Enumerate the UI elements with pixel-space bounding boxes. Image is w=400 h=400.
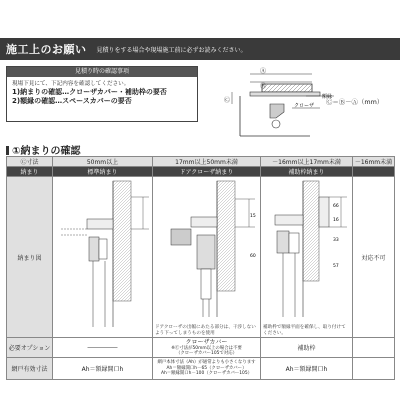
c-range-2: 17mm以上50mm未満 <box>153 157 261 167</box>
section-title-text: ①納まりの確認 <box>12 146 81 157</box>
table-row <box>7 358 395 380</box>
fit-type-2: ドアクローザ納まり <box>153 167 261 177</box>
door-closer-fit-drawing <box>153 177 261 335</box>
option-none <box>353 338 395 358</box>
row-label-c: Ⓒ寸法 <box>7 157 53 167</box>
figure-aux-frame <box>261 177 353 338</box>
door-closer-wrap <box>153 177 260 337</box>
check-item-2: 2)額縁の確認…スペースカバーの要否 <box>12 97 132 105</box>
label-a: Ⓐ <box>260 68 267 75</box>
label-c: Ⓒ <box>224 97 231 104</box>
notice-title: 施工上のお願い <box>6 43 87 56</box>
fit-type-4 <box>353 167 395 177</box>
not-supported: 対応不可 <box>353 177 395 338</box>
standard-fit-drawing <box>53 177 153 335</box>
row-label-figure: 納まり図 <box>7 177 53 338</box>
table-row <box>7 177 395 338</box>
notice-header <box>0 38 400 60</box>
option-closer-cover: クローザカバー <box>185 339 228 346</box>
dim-66: 66 <box>333 204 339 209</box>
table-row <box>7 157 395 167</box>
opening-standard: Ah＝額縁開口h <box>53 358 153 380</box>
option-closer-note-1: ※Ⓒ寸法が50mm以上の場合は不要 <box>171 346 242 351</box>
check-box-body <box>7 77 197 109</box>
dim-33: 33 <box>333 238 339 243</box>
check-intro: 現場下見にて、下記内容を確認してください。 <box>12 81 130 87</box>
option-door-closer <box>153 338 261 358</box>
row-label-opening: 網戸有効寸法 <box>7 358 53 380</box>
opening-aux-frame: Ah＝額縁開口h <box>261 358 353 380</box>
label-frame: 額縁 <box>322 94 333 100</box>
opening-formula-1: Ah＝額縁開口h－65（クローザカバー） <box>166 365 247 371</box>
dim-60: 60 <box>250 254 256 259</box>
dim-15: 15 <box>250 214 256 219</box>
row-label-option: 必要オプション <box>7 338 53 358</box>
dim-16: 16 <box>333 218 339 223</box>
table-row <box>7 338 395 358</box>
fit-table <box>6 156 395 380</box>
section-title <box>6 142 80 157</box>
opening-door-closer <box>153 358 261 380</box>
figure-standard <box>53 177 153 338</box>
figure-door-closer <box>153 177 261 338</box>
clearance-formula: Ⓒ＝Ⓑ－Ⓐ（mm） <box>326 98 384 106</box>
label-closer: クローザ <box>294 103 315 109</box>
option-closer-note-2: （クローザカバー105で対応） <box>176 351 237 356</box>
aux-frame-caption: 補助枠で額縁平面を確保し、取り付けてください。 <box>263 325 346 336</box>
estimate-check-box <box>6 66 198 122</box>
aux-frame-wrap <box>261 177 352 337</box>
c-range-3: －16mm以上17mm未満 <box>261 157 353 167</box>
label-b: Ⓑ <box>260 83 267 90</box>
check-box-title: 見積り時の確認事項 <box>7 67 197 77</box>
opening-none <box>353 358 395 380</box>
check-item-1: 1)納まりの確認…クローザカバー・補助枠の要否 <box>12 88 167 96</box>
aux-frame-fit-drawing <box>261 177 353 335</box>
option-standard: ――――― <box>53 338 153 358</box>
option-aux-frame: 補助枠 <box>261 338 353 358</box>
fit-type-3: 補助枠納まり <box>261 167 353 177</box>
section-marker <box>6 146 9 155</box>
opening-formula-2: Ah＝額縁開口h－100（クローザカバー105） <box>160 371 253 377</box>
table-row <box>7 167 395 177</box>
door-closer-caption: ドアクローザの出幅にあたる部分は、干渉しないよう下ってしまうものを使用 <box>155 325 256 336</box>
fit-type-1: 標準納まり <box>53 167 153 177</box>
c-range-4: －16mm未満 <box>353 157 395 167</box>
notice-subtitle: 見積りをする場合や現場施工前に必ずお読みください。 <box>96 46 247 54</box>
c-range-1: 50mm以上 <box>53 157 153 167</box>
row-label-fit: 納まり <box>7 167 53 177</box>
opening-note: 網戸本体寸法（Ah）が通常よりも小さくなります <box>157 360 256 366</box>
dim-57: 57 <box>333 264 339 269</box>
